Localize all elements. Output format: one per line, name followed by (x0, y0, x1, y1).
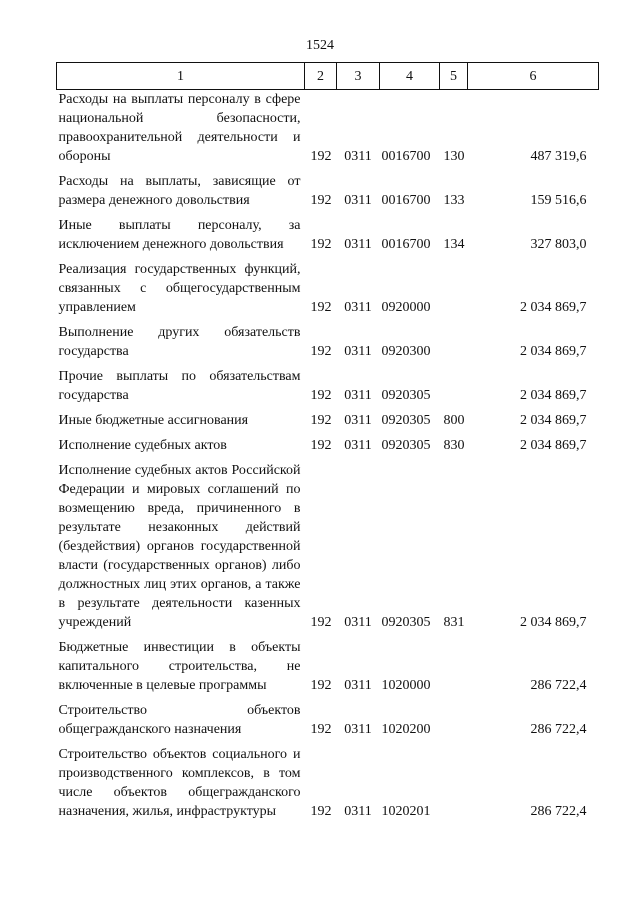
row-col-5 (440, 745, 468, 821)
row-amount: 2 034 869,7 (520, 344, 587, 359)
row-col-2: 192 (310, 149, 332, 164)
row-amount: 2 034 869,7 (520, 388, 587, 403)
row-amount: 2 034 869,7 (520, 413, 587, 428)
row-col-2: 192 (310, 300, 332, 315)
row-name: Бюджетные инвестиции в объекты капитального строительства, не включенные в целевые программы (58, 640, 301, 693)
row-col-5: 134 (443, 237, 465, 252)
row-col-3: 0311 (344, 237, 372, 252)
row-amount: 2 034 869,7 (520, 300, 587, 315)
table-row (57, 745, 599, 821)
row-col-2: 192 (310, 678, 332, 693)
header-row (57, 63, 599, 90)
row-col-5 (440, 260, 468, 317)
row-col-5: 830 (443, 438, 465, 453)
table-row (57, 367, 599, 405)
row-name: Иные выплаты персоналу, за исключением денежного довольствия (58, 218, 301, 252)
row-col-3: 0311 (344, 388, 372, 403)
table-row (57, 260, 599, 317)
row-col-3: 0311 (344, 722, 372, 737)
row-amount: 286 722,4 (530, 804, 587, 819)
row-col-4: 0920305 (381, 438, 431, 453)
table-row (57, 436, 599, 455)
row-name: Исполнение судебных актов Российской Федерации и мировых соглашений по возмещению вреда, причиненного в результате незаконных действий (бездействия) органов государственной власти (государственных органов) либо должностных лиц этих органов, а также в результате деятельности казенных учреждений (58, 463, 301, 630)
row-col-3: 0311 (344, 413, 372, 428)
header-col-1: 1 (57, 63, 305, 90)
row-col-2: 192 (310, 237, 332, 252)
row-col-4: 1020200 (381, 722, 431, 737)
row-col-2: 192 (310, 193, 332, 208)
row-col-4: 0016700 (381, 149, 431, 164)
row-name: Выполнение других обязательств государства (58, 325, 301, 359)
row-name: Иные бюджетные ассигнования (58, 413, 249, 428)
table-row (57, 90, 599, 167)
row-amount: 2 034 869,7 (520, 615, 587, 630)
table-row (57, 172, 599, 210)
row-name: Строительство объектов общегражданского назначения (58, 703, 301, 737)
row-col-3: 0311 (344, 344, 372, 359)
table-row (57, 323, 599, 361)
row-col-5: 831 (443, 615, 465, 630)
header-col-2: 2 (305, 63, 337, 90)
row-amount: 286 722,4 (530, 678, 587, 693)
row-col-4: 0016700 (381, 193, 431, 208)
table-row (57, 638, 599, 695)
header-col-5: 5 (440, 63, 468, 90)
header-col-6: 6 (468, 63, 599, 90)
row-col-2: 192 (310, 388, 332, 403)
row-col-5 (440, 323, 468, 361)
table-body (57, 90, 599, 822)
row-col-4: 1020000 (381, 678, 431, 693)
row-name: Исполнение судебных актов (58, 438, 227, 453)
row-col-4: 0920305 (381, 413, 431, 428)
row-name: Расходы на выплаты, зависящие от размера денежного довольствия (58, 174, 301, 208)
header-col-3: 3 (337, 63, 380, 90)
row-col-5: 800 (443, 413, 465, 428)
row-col-2: 192 (310, 413, 332, 428)
row-name: Прочие выплаты по обязательствам государства (58, 369, 301, 403)
row-col-2: 192 (310, 804, 332, 819)
row-name: Расходы на выплаты персоналу в сфере национальной безопасности, правоохранительной деятельности и обороны (58, 92, 301, 164)
row-col-3: 0311 (344, 804, 372, 819)
row-col-4: 0920300 (381, 344, 431, 359)
table-row (57, 461, 599, 632)
row-col-2: 192 (310, 344, 332, 359)
table-row (57, 411, 599, 430)
table-row (57, 701, 599, 739)
row-col-2: 192 (310, 722, 332, 737)
row-col-5 (440, 367, 468, 405)
table-header (57, 63, 599, 90)
row-col-4: 1020201 (381, 804, 431, 819)
row-col-3: 0311 (344, 615, 372, 630)
row-amount: 286 722,4 (530, 722, 587, 737)
row-col-4: 0920305 (381, 388, 431, 403)
page-number: 1524 (306, 38, 334, 53)
row-col-3: 0311 (344, 438, 372, 453)
row-col-3: 0311 (344, 678, 372, 693)
row-col-2: 192 (310, 615, 332, 630)
row-col-5 (440, 638, 468, 695)
table-row (57, 216, 599, 254)
row-col-2: 192 (310, 438, 332, 453)
row-amount: 2 034 869,7 (520, 438, 587, 453)
row-col-5 (440, 701, 468, 739)
row-col-4: 0016700 (381, 237, 431, 252)
header-col-4: 4 (380, 63, 440, 90)
row-col-3: 0311 (344, 149, 372, 164)
row-col-5: 130 (443, 149, 465, 164)
row-col-4: 0920305 (381, 615, 431, 630)
row-amount: 159 516,6 (530, 193, 587, 208)
budget-table (56, 62, 599, 821)
row-col-4: 0920000 (381, 300, 431, 315)
row-amount: 327 803,0 (530, 237, 587, 252)
row-name: Строительство объектов социального и производственного комплексов, в том числе объектов общегражданского назначения, жилья, инфраструктуры (58, 747, 301, 819)
row-col-3: 0311 (344, 300, 372, 315)
row-name: Реализация государственных функций, связанных с общегосударственным управлением (58, 262, 301, 315)
row-amount: 487 319,6 (530, 149, 587, 164)
row-col-5: 133 (443, 193, 465, 208)
row-col-3: 0311 (344, 193, 372, 208)
